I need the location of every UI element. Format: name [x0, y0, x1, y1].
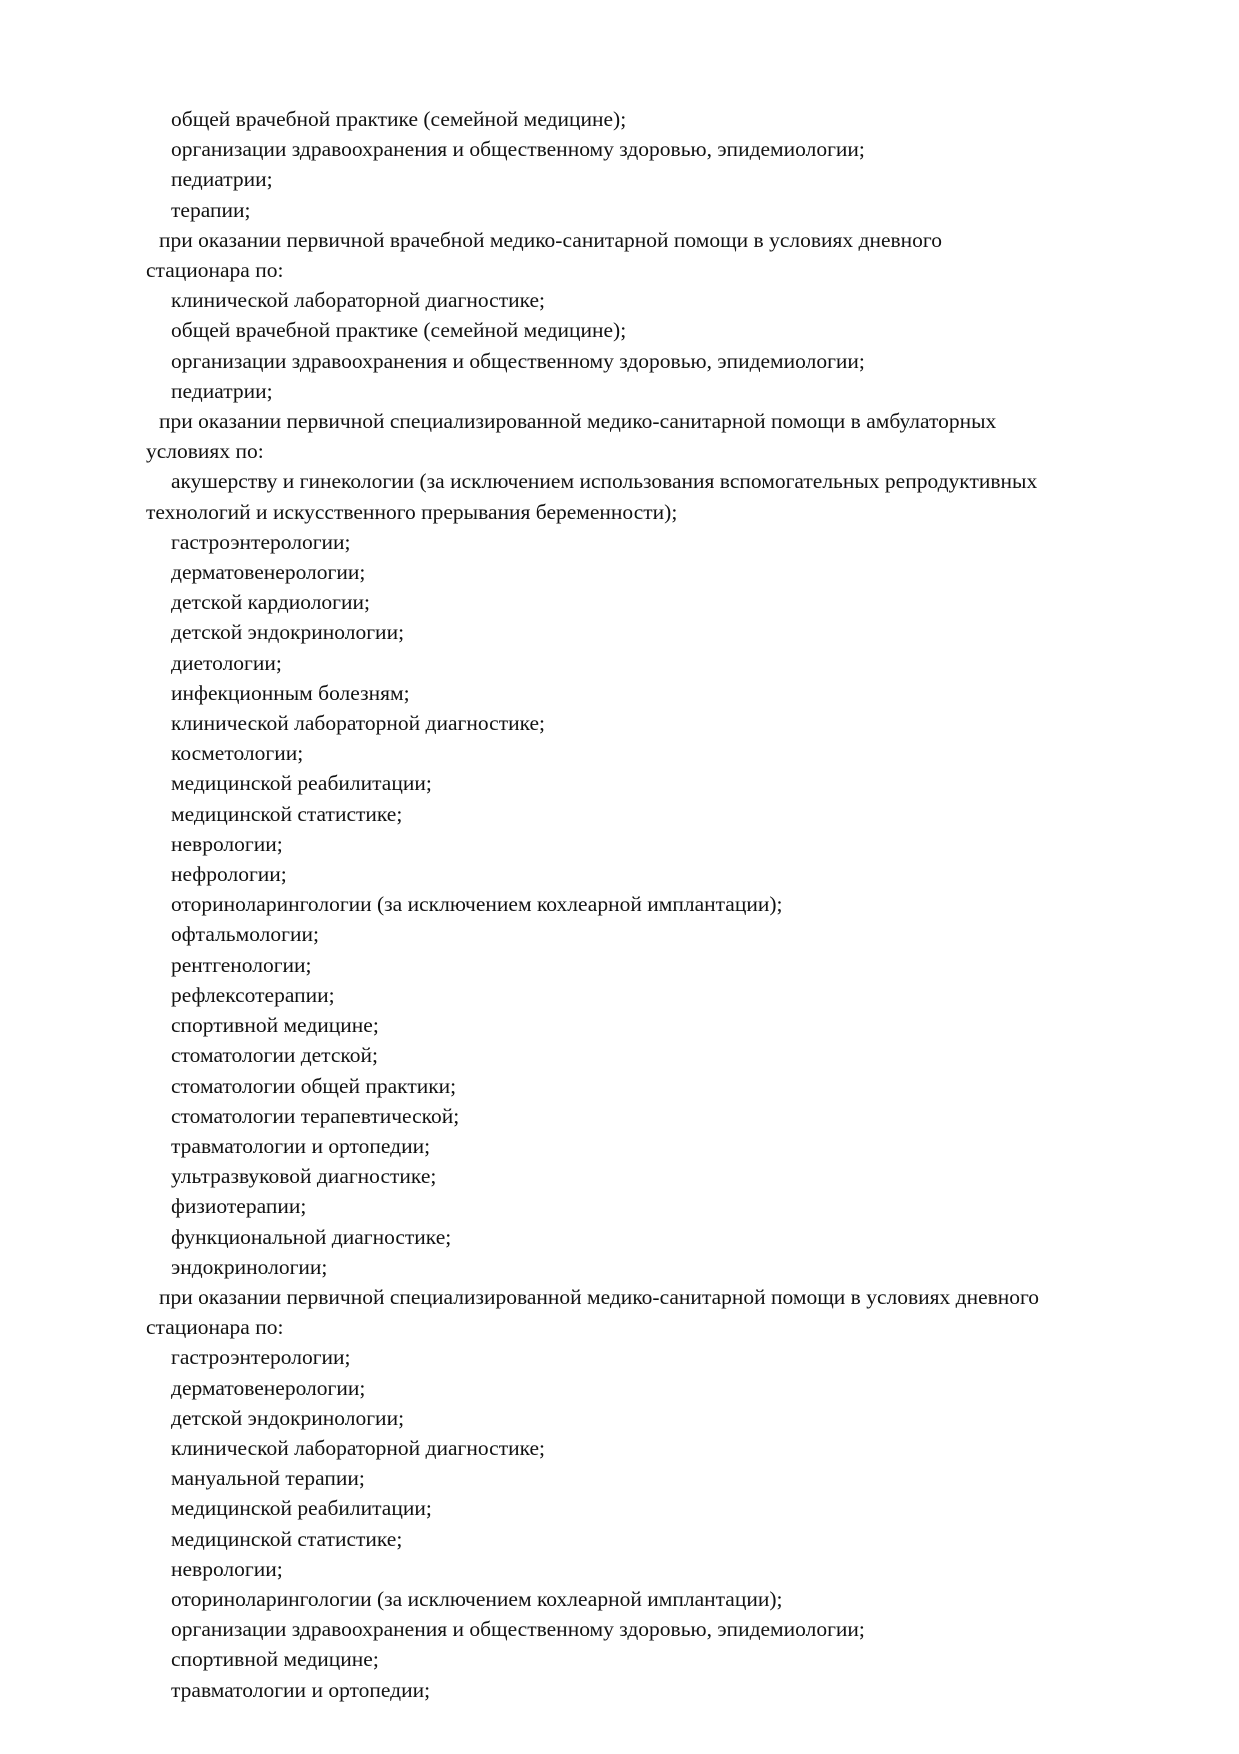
list-item: спортивной медицине; [171, 1013, 379, 1038]
line-continuation: стационара по: [146, 258, 284, 283]
list-item: неврологии; [171, 831, 283, 856]
list-item: диетологии; [171, 650, 282, 675]
list-item: клинической лабораторной диагностике; [171, 711, 546, 736]
list-item: оториноларингологии (за исключением кохлеарной имплантации); [171, 892, 783, 917]
list-item: офтальмологии; [171, 922, 319, 947]
list-item: организации здравоохранения и общественному здоровью, эпидемиологии; [171, 1617, 865, 1642]
section-heading: при оказании первичной специализированной медико-санитарной помощи в условиях дневного [159, 1284, 1040, 1309]
list-item: гастроэнтерологии; [171, 1345, 351, 1370]
list-item: детской эндокринологии; [171, 1405, 405, 1430]
list-item: общей врачебной практике (семейной медицине); [171, 107, 627, 131]
list-item: спортивной медицине; [171, 1647, 379, 1672]
list-item: акушерству и гинекологии (за исключением использования вспомогательных репродуктивных [171, 469, 1038, 494]
list-item: стоматологии терапевтической; [171, 1103, 460, 1128]
list-item: организации здравоохранения и общественному здоровью, эпидемиологии; [171, 137, 865, 162]
list-item: терапии; [171, 197, 251, 222]
list-item: неврологии; [171, 1556, 283, 1581]
list-item: косметологии; [171, 741, 304, 766]
section-heading: при оказании первичной специализированной медико-санитарной помощи в амбулаторных [159, 409, 997, 434]
list-item: детской кардиологии; [171, 590, 370, 615]
list-item: стоматологии общей практики; [171, 1073, 457, 1098]
document-body [146, 104, 1176, 1705]
section-heading: при оказании первичной врачебной медико-санитарной помощи в условиях дневного [159, 227, 942, 252]
list-item: нефрологии; [171, 862, 287, 887]
list-item: стоматологии детской; [171, 1043, 378, 1068]
list-item: гастроэнтерологии; [171, 529, 351, 554]
list-item: медицинской реабилитации; [171, 1496, 432, 1521]
list-item: функциональной диагностике; [171, 1224, 452, 1249]
list-item: педиатрии; [171, 167, 273, 192]
list-item: медицинской статистике; [171, 1526, 403, 1551]
list-item: медицинской реабилитации; [171, 771, 432, 796]
list-item: инфекционным болезням; [171, 680, 410, 705]
list-item: клинической лабораторной диагностике; [171, 1435, 546, 1460]
list-item: дерматовенерологии; [171, 560, 366, 585]
list-item: рефлексотерапии; [171, 982, 335, 1007]
list-item: мануальной терапии; [171, 1466, 365, 1491]
list-item: оториноларингологии (за исключением кохлеарной имплантации); [171, 1586, 783, 1611]
list-item: физиотерапии; [171, 1194, 307, 1219]
list-item: организации здравоохранения и общественному здоровью, эпидемиологии; [171, 348, 865, 373]
line-continuation: стационара по: [146, 1315, 284, 1340]
line-continuation: условиях по: [146, 439, 264, 464]
list-item: травматологии и ортопедии; [171, 1133, 431, 1158]
list-item: эндокринологии; [171, 1254, 328, 1279]
list-item: детской эндокринологии; [171, 620, 405, 645]
list-item: травматологии и ортопедии; [171, 1677, 431, 1702]
list-item: клинической лабораторной диагностике; [171, 288, 546, 313]
list-item: педиатрии; [171, 378, 273, 403]
list-item: медицинской статистике; [171, 801, 403, 826]
line-continuation: технологий и искусственного прерывания беременности); [146, 499, 678, 524]
list-item: дерматовенерологии; [171, 1375, 366, 1400]
list-item: общей врачебной практике (семейной медицине); [171, 318, 627, 343]
list-item: ультразвуковой диагностике; [171, 1164, 437, 1189]
list-item: рентгенологии; [171, 952, 312, 977]
